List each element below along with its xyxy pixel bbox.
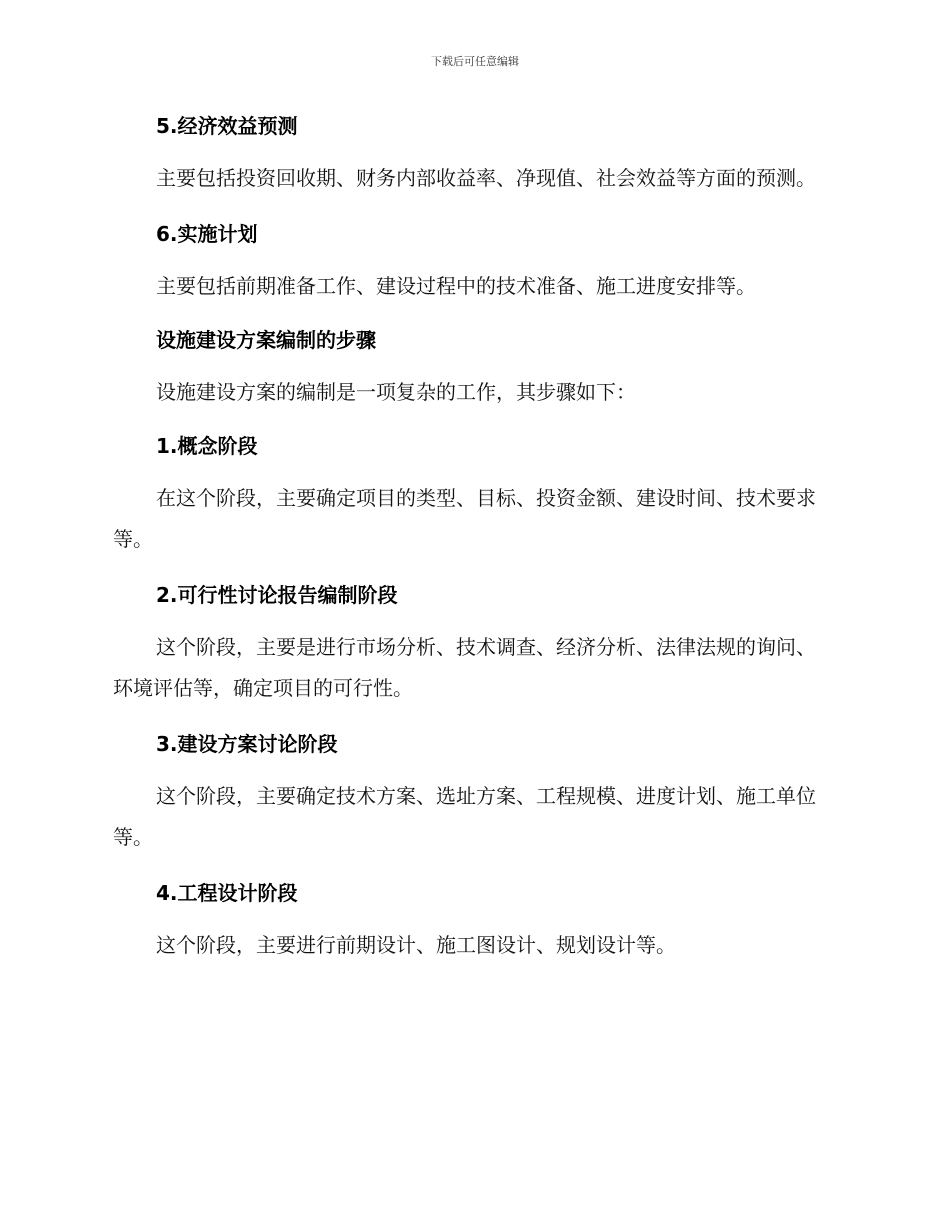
section-heading-concept-stage: 1.概念阶段 — [156, 434, 258, 458]
section-heading-scheme-discussion-stage: 3.建设方案讨论阶段 — [156, 732, 338, 756]
section-heading-economic-forecast: 5.经济效益预测 — [156, 114, 298, 138]
section-heading-feasibility-stage: 2.可行性讨论报告编制阶段 — [156, 583, 398, 607]
document-body — [113, 111, 829, 984]
section-paragraph-economic-forecast: 主要包括投资回收期、财务内部收益率、净现值、社会效益等方面的预测。 — [156, 166, 816, 190]
section-paragraph-engineering-design-stage: 这个阶段，主要进行前期设计、施工图设计、规划设计等。 — [156, 933, 676, 957]
section-heading-engineering-design-stage: 4.工程设计阶段 — [156, 881, 298, 905]
section-paragraph-scheme-discussion-stage: 这个阶段，主要确定技术方案、选址方案、工程规模、进度计划、施工单位等。 — [113, 784, 816, 849]
section-paragraph-concept-stage: 在这个阶段，主要确定项目的类型、目标、投资金额、建设时间、技术要求等。 — [113, 486, 816, 551]
page-header: 下载后可任意编辑 — [431, 55, 519, 68]
section-heading-compilation-steps: 设施建设方案编制的步骤 — [156, 328, 376, 352]
section-paragraph-compilation-steps: 设施建设方案的编制是一项复杂的工作，其步骤如下： — [156, 380, 636, 404]
section-paragraph-feasibility-stage: 这个阶段，主要是进行市场分析、技术调查、经济分析、法律法规的询问、环境评估等，确定项目的可行性。 — [113, 635, 816, 700]
section-heading-implementation-plan: 6.实施计划 — [156, 222, 258, 246]
section-paragraph-implementation-plan: 主要包括前期准备工作、建设过程中的技术准备、施工进度安排等。 — [156, 274, 756, 298]
